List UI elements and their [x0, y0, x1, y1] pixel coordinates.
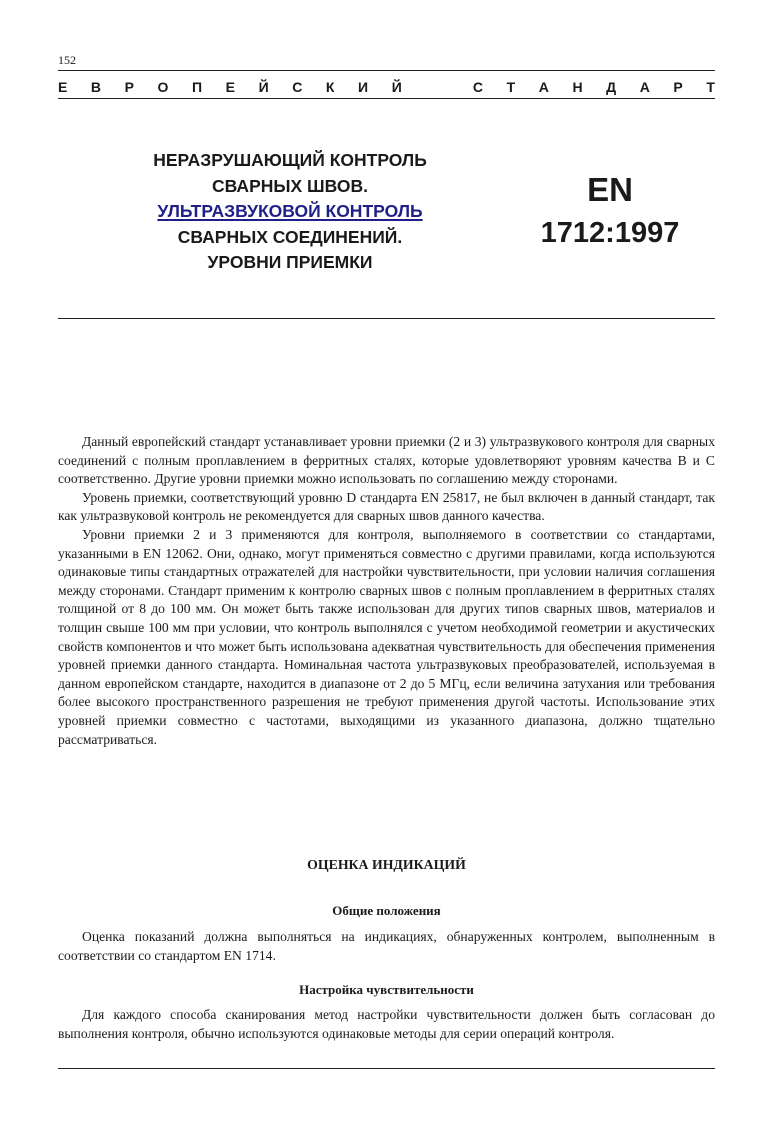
- title-line-1: НЕРАЗРУШАЮЩИЙ КОНТРОЛЬ: [153, 150, 427, 170]
- title-separator-rule: [58, 318, 715, 319]
- title-line-2: СВАРНЫХ ШВОВ.: [212, 175, 368, 196]
- series-letter: Й: [258, 79, 269, 95]
- subsection-heading-general: Общие положения: [332, 903, 441, 918]
- subsection-heading-sensitivity: Настройка чувствительности: [299, 982, 474, 997]
- header-rule-top: [58, 70, 715, 71]
- page-number: 152: [58, 53, 76, 67]
- series-letter: И: [358, 79, 369, 95]
- series-letter: О: [157, 79, 169, 95]
- series-letter: С: [472, 79, 484, 95]
- series-letter: В: [90, 79, 102, 95]
- standard-prefix: EN: [587, 171, 633, 208]
- document-title: [110, 148, 470, 276]
- series-word-gap: [425, 79, 449, 95]
- series-letter: С: [292, 79, 303, 95]
- general-paragraph: Оценка показаний должна выполняться на индикациях, обнаруженных контролем, выполненным в соответствии со стандартом EN 1714.: [58, 929, 715, 963]
- header-rule-bottom: [58, 98, 715, 99]
- section-heading: ОЦЕНКА ИНДИКАЦИЙ: [307, 857, 466, 872]
- series-letter: Р: [673, 79, 683, 95]
- series-letter: Р: [124, 79, 134, 95]
- title-line-5: УРОВНИ ПРИЕМКИ: [207, 252, 373, 272]
- series-heading: [58, 79, 715, 95]
- intro-paragraph-3: Уровни приемки 2 и 3 применяются для контроля, выполняемого в соответствии со стандартами, указанными в EN 12062. Они, однако, могут применяться совместно с другими правилами, когда используются одинаковые типы стандартных отражателей для настройки чувствительности, при условии наличия соглашения между сторонами. Стандарт применим к контролю сварных швов с полным проплавлением в ферритных сталях толщиной от 8 до 100 мм. Он может быть также использован для других типов сварных швов, материалов и толщин свыше 100 мм при условии, что контроль выполнялся с учетом необходимой геометрии и акустических свойств компонентов и что может быть использована адекватная чувствительность для обеспечения применения уровней приемки данного стандарта. Номинальная частота ультразвуковых преобразователей, используемая в данном европейском стандарте, находится в диапазоне от 2 до 5 МГц, если величина затухания или требования более высокого пространственного разрешения не требуют применения другой частоты. Использование этих уровней приемки совместно с частотами, выходящими из указанного диапазона, должно тщательно рассматриваться.: [58, 526, 715, 747]
- series-letter: Д: [606, 79, 617, 95]
- series-letter: А: [639, 79, 650, 95]
- sensitivity-text: [58, 1006, 715, 1043]
- series-letter: Е: [58, 79, 68, 95]
- series-letter: К: [325, 79, 335, 95]
- intro-paragraph-1: Данный европейский стандарт устанавливает уровни приемки (2 и 3) ультразвукового контроля для сварных соединений с полным проплавлением в ферритных сталях, которые удовлетворяют уровням качества B и C соответственно. Другие уровни приемки можно использовать по соглашению между сторонами.: [58, 434, 715, 487]
- standard-number: 1712:1997: [540, 217, 680, 249]
- series-letter: Й: [391, 79, 402, 95]
- standard-code: [510, 170, 710, 253]
- sensitivity-paragraph: Для каждого способа сканирования метод настройки чувствительности должен быть согласован до выполнения контроля, обычно используются одинаковые методы для серии операций контроля.: [58, 1007, 715, 1041]
- title-line-4: СВАРНЫХ СОЕДИНЕНИЙ.: [177, 226, 403, 247]
- series-letter: Т: [706, 79, 715, 95]
- intro-paragraph-2: Уровень приемки, соответствующий уровню D стандарта EN 25817, не был включен в данный стандарт, так как ультразвуковой контроль не рекомендуется для сварных швов данного качества.: [58, 489, 715, 524]
- series-letter: Н: [572, 79, 583, 95]
- series-letter: Т: [506, 79, 516, 95]
- title-link[interactable]: УЛЬТРАЗВУКОВОЙ КОНТРОЛЬ: [157, 201, 423, 221]
- series-letter: А: [538, 79, 549, 95]
- general-text: [58, 928, 715, 965]
- series-letter: П: [192, 79, 203, 95]
- series-letter: Е: [225, 79, 235, 95]
- footer-rule: [58, 1068, 715, 1069]
- intro-text: [58, 433, 715, 749]
